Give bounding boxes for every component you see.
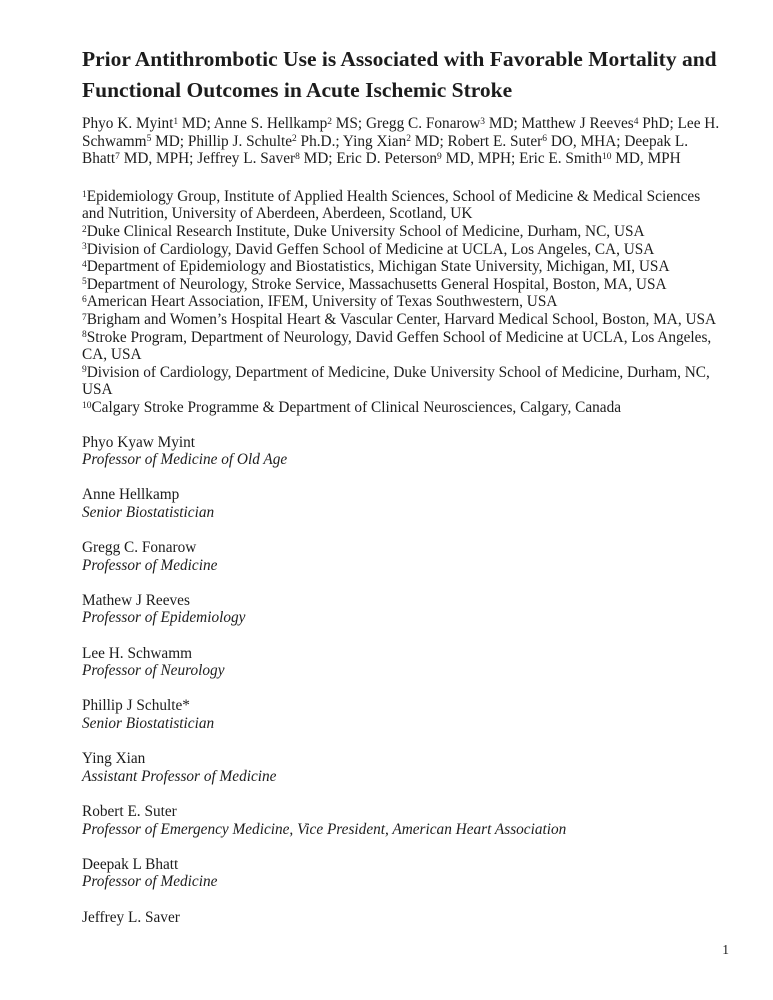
affiliation-line [82,311,722,329]
affiliation-text: Department of Neurology, Stroke Service, Massachusetts General Hospital, Boston, MA, USA [86,275,667,293]
author-name-segment: MD; Matthew J Reeves [485,115,634,132]
author-role: Senior Biostatistician [82,503,215,521]
author-name-segment: Ph.D.; Ying Xian [296,132,407,150]
affiliation-number: 2 [82,224,87,235]
affiliation-number: 9 [82,365,87,376]
affiliation-superscript: 7 [115,151,120,162]
author-role: Professor of Emergency Medicine, Vice President, American Heart Association [82,820,567,838]
affiliations-list [82,188,722,417]
affiliation-number: 7 [82,312,87,323]
affiliation-superscript: 6 [542,134,547,145]
author-name: Ying Xian [82,750,146,768]
author-name: Jeffrey L. Saver [82,908,180,926]
affiliation-superscript: 5 [146,134,152,145]
author-role-block [82,645,722,680]
author-role: Senior Biostatistician [82,715,215,732]
author-role: Assistant Professor of Medicine [82,767,277,785]
affiliation-line [82,276,722,294]
affiliation-number: 10 [82,400,92,411]
author-name-segment: MD; Robert E. Suter [410,132,543,150]
author-role-block [82,750,722,785]
author-role-block [82,856,722,891]
affiliation-text: Department of Epidemiology and Biostatistics, Michigan State University, Michigan, MI, USA [86,258,670,276]
author-name: Gregg C. Fonarow [82,539,197,557]
author-name: Phyo Kyaw Myint [82,433,196,451]
affiliation-number: 5 [82,277,87,288]
author-role-block [82,803,722,838]
author-role: Professor of Medicine [82,556,218,574]
affiliation-superscript: 8 [295,151,300,162]
affiliation-superscript: 2 [327,116,332,127]
author-name-segment: MD, MPH [611,150,681,168]
affiliation-line [82,293,722,311]
affiliation-superscript: 3 [480,116,486,127]
author-role-block [82,434,722,469]
affiliation-text: Division of Cardiology, David Geffen School of Medicine at UCLA, Los Angeles, CA, USA [86,240,655,258]
paper-title: Prior Antithrombotic Use is Associated with Favorable Mortality and Functional Outcomes in Acute Ischemic Stroke [82,47,717,102]
author-name: Anne Hellkamp [82,486,180,504]
author-name-segment: MD; Anne S. Hellkamp [178,115,328,132]
page-number: 1 [722,942,729,957]
author-role-block [82,592,722,627]
affiliation-text: Duke Clinical Research Institute, Duke University School of Medicine, Durham, NC, USA [86,222,645,240]
author-name: Phillip J Schulte* [82,697,190,715]
affiliation-number: 4 [82,259,87,270]
author-name-segment: Phyo K. Myint [82,115,174,132]
author-name-segment: PhD; Lee H. Schwamm [82,115,720,150]
affiliation-superscript: 1 [173,116,179,127]
affiliation-number: 3 [82,242,87,253]
affiliation-number: 1 [82,189,87,200]
author-name-segment: MD, MPH; Jeffrey L. Saver [119,150,296,168]
affiliation-text: Division of Cardiology, Department of Medicine, Duke University School of Medicine, Durham, NC, USA [82,363,710,399]
author-role: Professor of Neurology [82,662,225,680]
affiliation-text: Calgary Stroke Programme & Department of Clinical Neurosciences, Calgary, Canada [91,398,622,416]
affiliation-line [82,399,722,417]
author-name: Robert E. Suter [82,802,177,820]
affiliation-number: 6 [82,295,87,306]
author-name-segment: MD, MPH; Eric E. Smith [441,150,602,168]
affiliation-line [82,329,722,364]
affiliation-line [82,241,722,259]
affiliation-superscript: 4 [633,116,639,127]
affiliation-line [82,188,722,223]
affiliation-text: Brigham and Women’s Hospital Heart & Vascular Center, Harvard Medical School, Boston, MA, USA [86,310,717,328]
author-role: Professor of Medicine of Old Age [82,451,288,469]
affiliation-superscript: 10 [601,151,612,162]
affiliation-number: 8 [82,330,87,341]
affiliation-line [82,223,722,241]
author-name: Deepak L Bhatt [82,855,179,873]
affiliation-superscript: 2 [406,134,411,145]
author-role: Professor of Medicine [82,873,218,891]
author-byline [82,115,722,168]
author-role: Professor of Epidemiology [82,609,246,627]
author-roles-list [82,434,722,927]
affiliation-line [82,364,722,399]
affiliation-superscript: 2 [292,134,297,145]
author-role-block [82,539,722,574]
affiliation-text: American Heart Association, IFEM, University of Texas Southwestern, USA [86,293,558,311]
affiliation-text: Stroke Program, Department of Neurology, David Geffen School of Medicine at UCLA, Los Angeles, CA, USA [82,328,712,364]
author-name-segment: MD; Eric D. Peterson [299,150,438,168]
author-name-segment: MS; Gregg C. Fonarow [331,115,481,132]
author-name: Mathew J Reeves [82,591,190,609]
author-name: Lee H. Schwamm [82,644,193,662]
author-name-segment: DO, MHA; Deepak L. Bhatt [82,132,689,168]
affiliation-line [82,258,722,276]
author-role-block [82,486,722,521]
author-role-block [82,697,722,732]
affiliation-superscript: 9 [437,151,442,162]
affiliation-text: Epidemiology Group, Institute of Applied Health Sciences, School of Medicine & Medical Sciences and Nutrition, University of Aberdeen, Aberdeen, Scotland, UK [82,187,701,223]
author-name-segment: MD; Phillip J. Schulte [151,132,292,150]
author-role-block [82,909,722,927]
